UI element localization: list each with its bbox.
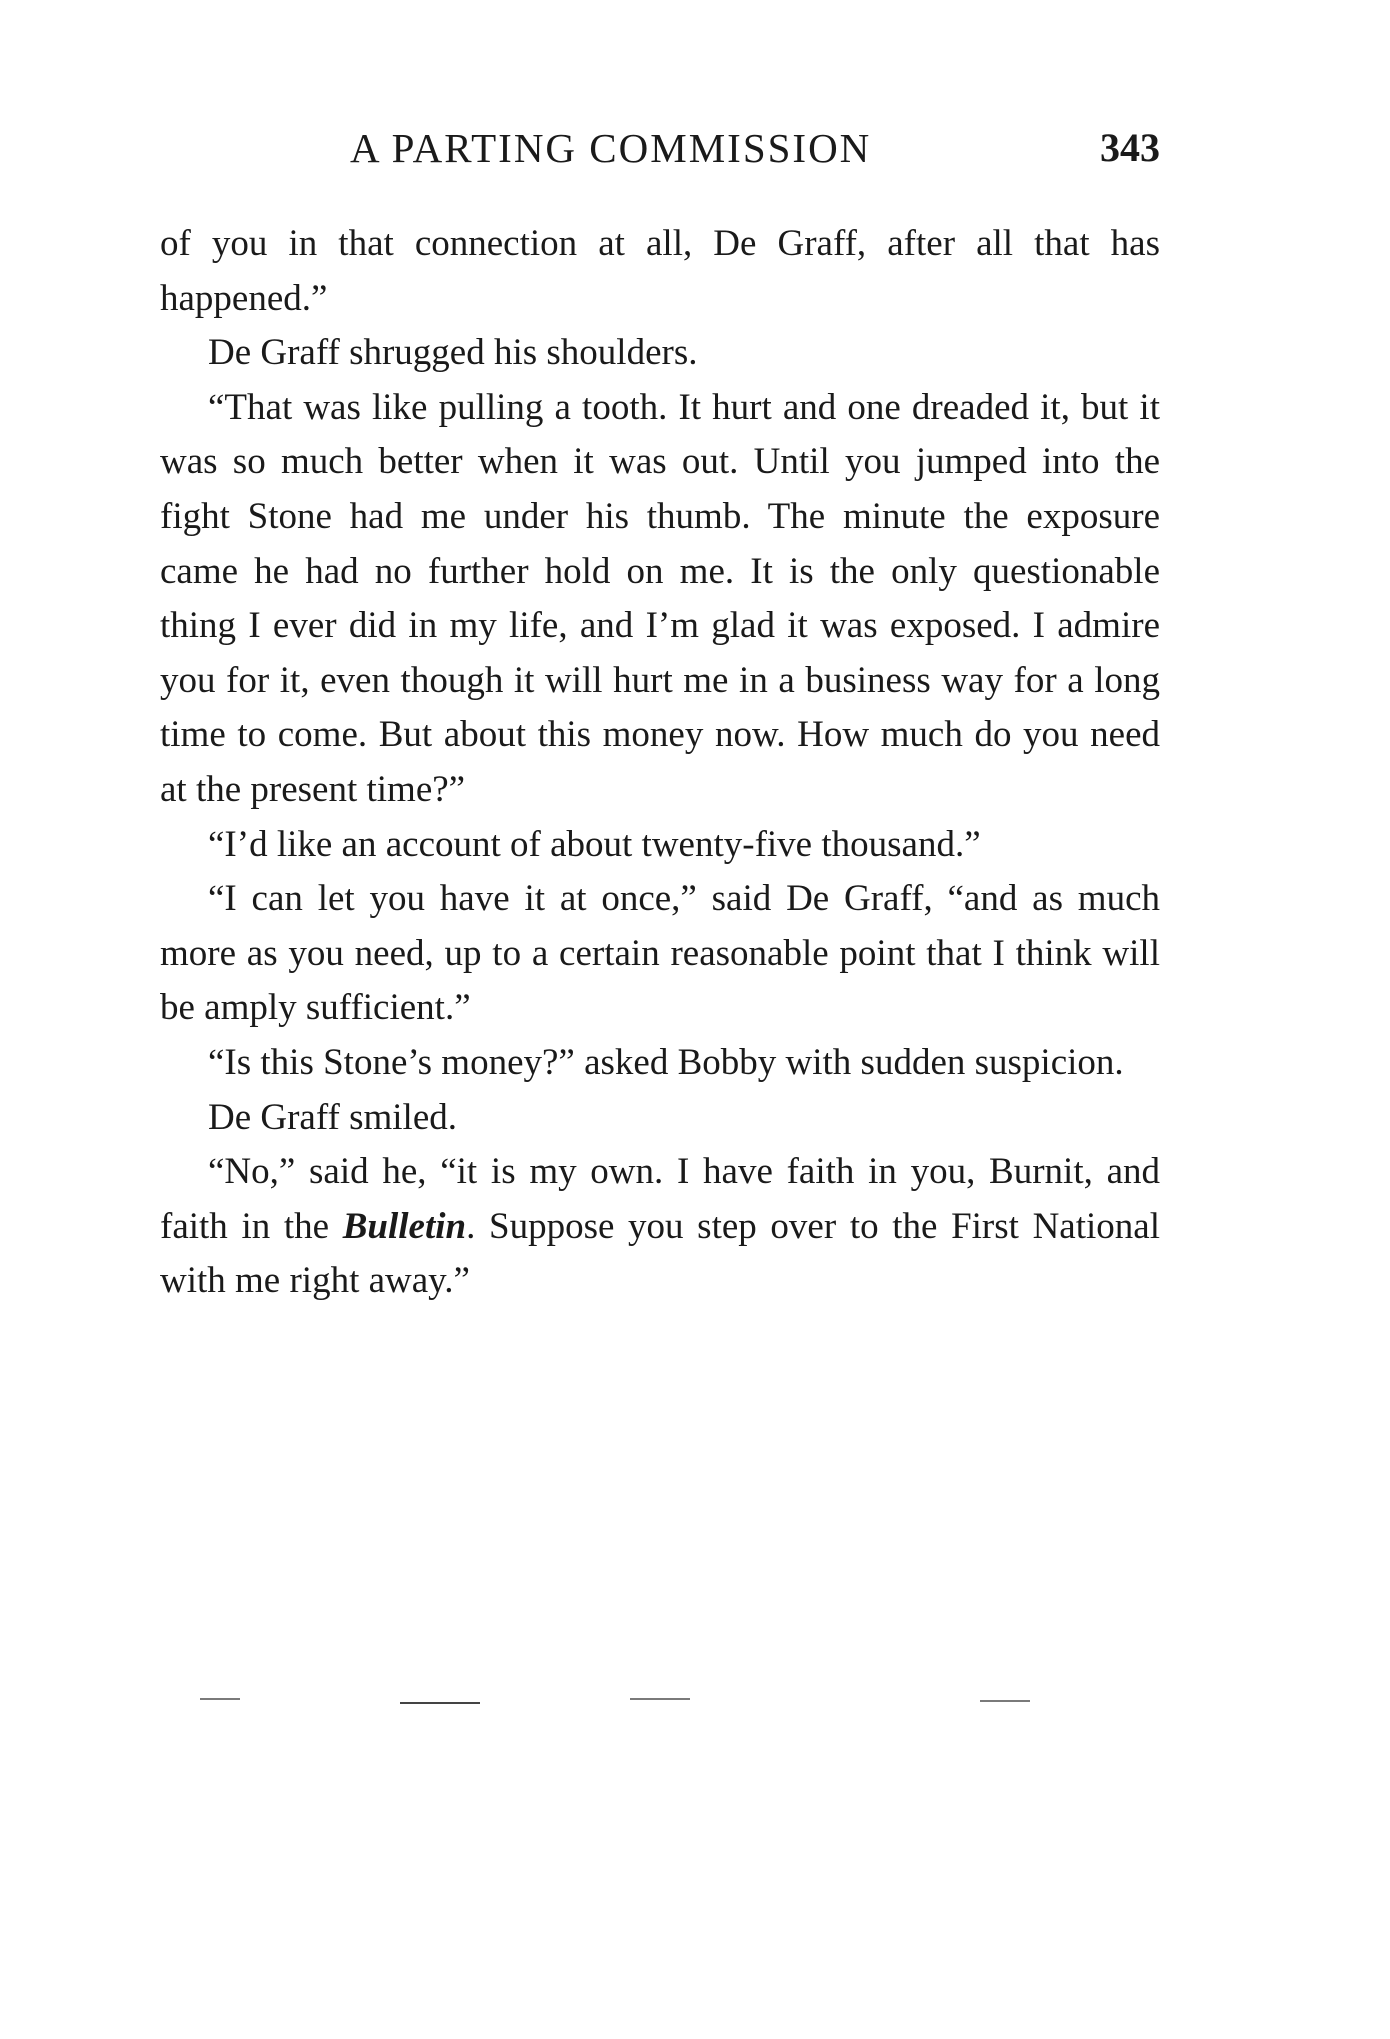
- paragraph-8: [160, 1145, 1160, 1309]
- paragraph-8-start: “No,” said he, “it is my own. I have faith in you, Burnit, and faith in the: [160, 1151, 1160, 1247]
- paragraph-4: “I’d like an account of about twenty-five thousand.”: [208, 823, 981, 865]
- newspaper-title: Bulletin: [342, 1205, 467, 1247]
- paragraph-6: “Is this Stone’s money?” asked Bobby with sudden suspicion.: [208, 1041, 1124, 1083]
- body-text: [160, 217, 1160, 1309]
- speck: [400, 1702, 480, 1704]
- running-head: [160, 120, 1160, 176]
- paragraph-8-end: . Suppose you step over to the First National with me right away.”: [160, 1205, 1160, 1302]
- running-title: A PARTING COMMISSION: [350, 125, 872, 171]
- paragraph-5: “I can let you have it at once,” said De Graff, “and as much more as you need, up to a certain reasonable point that I think will be amply sufficient.”: [160, 878, 1160, 1029]
- paragraph-7: De Graff smiled.: [208, 1096, 457, 1138]
- paragraph-3: “That was like pulling a tooth. It hurt and one dreaded it, but it was so much better when it was out. Until you jumped into the fight Stone had me under his thumb. The minute the exposure came he had no further hold on me. It is the only questionable thing I ever did in my life, and I’m glad it was exposed. I admire you for it, even though it will hurt me in a business way for a long time to come. But about this money now. How much do you need at the present time?”: [160, 386, 1160, 810]
- paragraph-1: of you in that connection at all, De Graff, after all that has happened.”: [160, 223, 1160, 319]
- speck: [200, 1698, 240, 1700]
- paragraph-2: De Graff shrugged his shoulders.: [208, 332, 698, 374]
- speck: [980, 1700, 1030, 1702]
- speck: [630, 1698, 690, 1700]
- print-specks: [200, 1690, 1100, 1710]
- page-number: 343: [1100, 125, 1160, 170]
